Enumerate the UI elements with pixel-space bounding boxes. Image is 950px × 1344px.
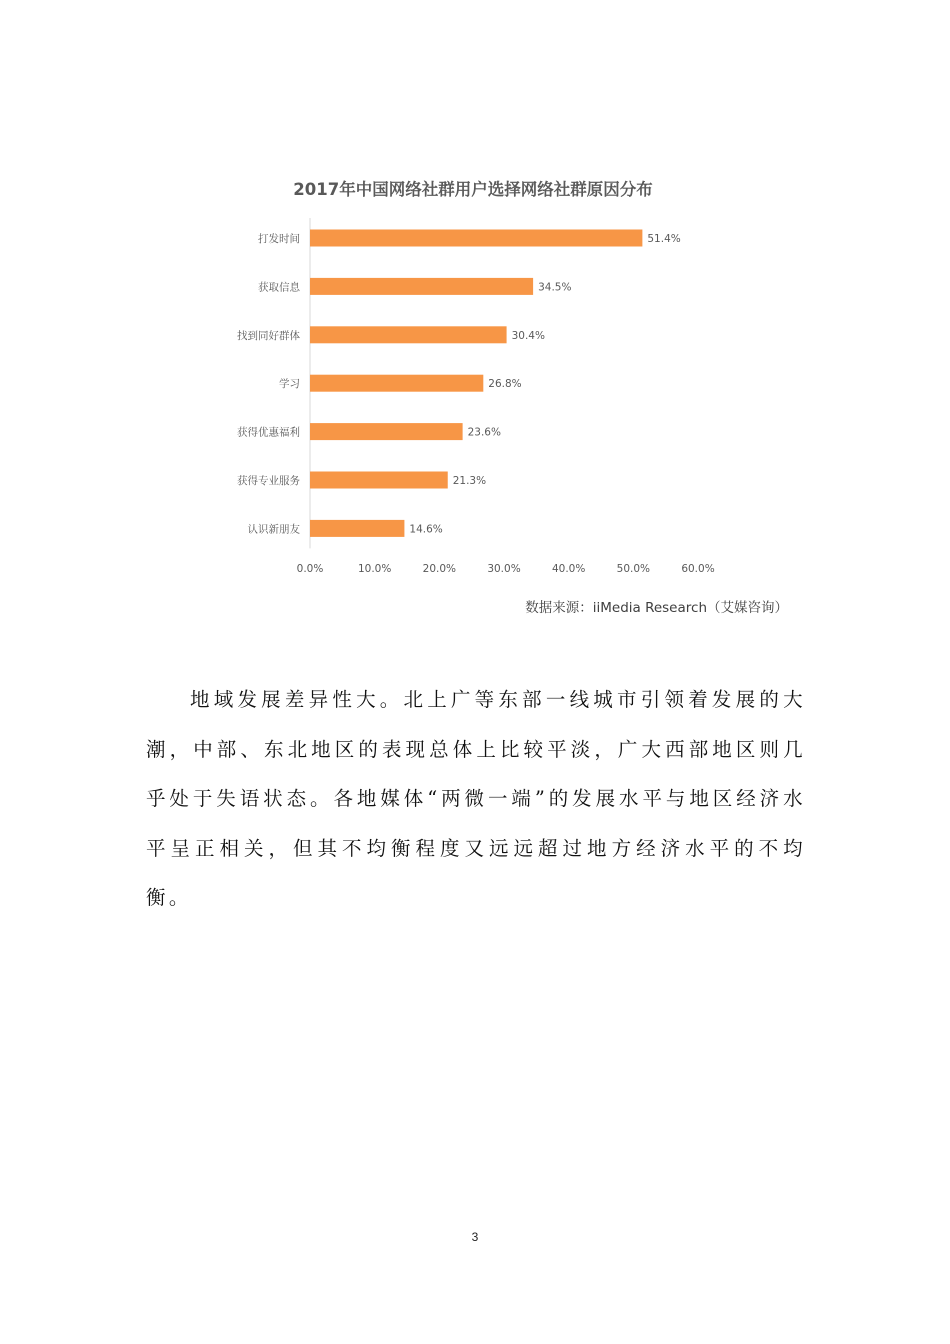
bar — [310, 375, 483, 392]
bar-chart — [220, 165, 810, 625]
value-label: 34.5% — [538, 281, 572, 294]
value-label: 51.4% — [647, 233, 681, 245]
body-paragraph: 地域发展差异性大。北上广等东部一线城市引领着发展的大潮，中部、东北地区的表现总体上比较平淡，广大西部地区则几乎处于失语状态。各地媒体“两微一端”的发展水平与地区经济水平呈正相关，但其不均衡程度又远远超过地方经济水平的不均衡。 — [146, 688, 806, 909]
category-label: 学习 — [279, 378, 300, 391]
category-label: 获取信息 — [258, 281, 300, 294]
value-label: 30.4% — [511, 329, 545, 342]
bar — [310, 472, 448, 489]
chart-title: 2017年中国网络社群用户选择网络社群原因分布 — [293, 180, 653, 199]
x-tick-label: 40.0% — [551, 563, 586, 575]
value-label: 14.6% — [409, 523, 443, 536]
bar-chart-figure — [220, 165, 810, 625]
bar — [310, 423, 463, 440]
x-tick-label: 0.0% — [296, 563, 324, 575]
value-label: 26.8% — [488, 378, 522, 391]
category-label: 认识新朋友 — [247, 523, 300, 536]
bar — [310, 520, 404, 537]
value-label: 23.6% — [467, 426, 501, 439]
bar — [310, 230, 642, 247]
page-number: 3 — [471, 1230, 479, 1244]
category-label: 找到同好群体 — [237, 329, 300, 342]
x-tick-label: 60.0% — [681, 563, 715, 575]
x-tick-label: 30.0% — [487, 563, 521, 575]
x-tick-label: 20.0% — [422, 563, 457, 575]
bar — [310, 278, 533, 295]
chart-source-note: 数据来源：iiMedia Research（艾媒咨询） — [525, 600, 788, 616]
category-label: 获得优惠福利 — [237, 426, 300, 439]
bar — [310, 326, 507, 343]
value-label: 21.3% — [452, 475, 487, 487]
x-tick-label: 50.0% — [616, 563, 651, 575]
category-label: 打发时间 — [258, 233, 300, 245]
x-tick-label: 10.0% — [357, 563, 392, 575]
category-label: 获得专业服务 — [237, 475, 300, 487]
